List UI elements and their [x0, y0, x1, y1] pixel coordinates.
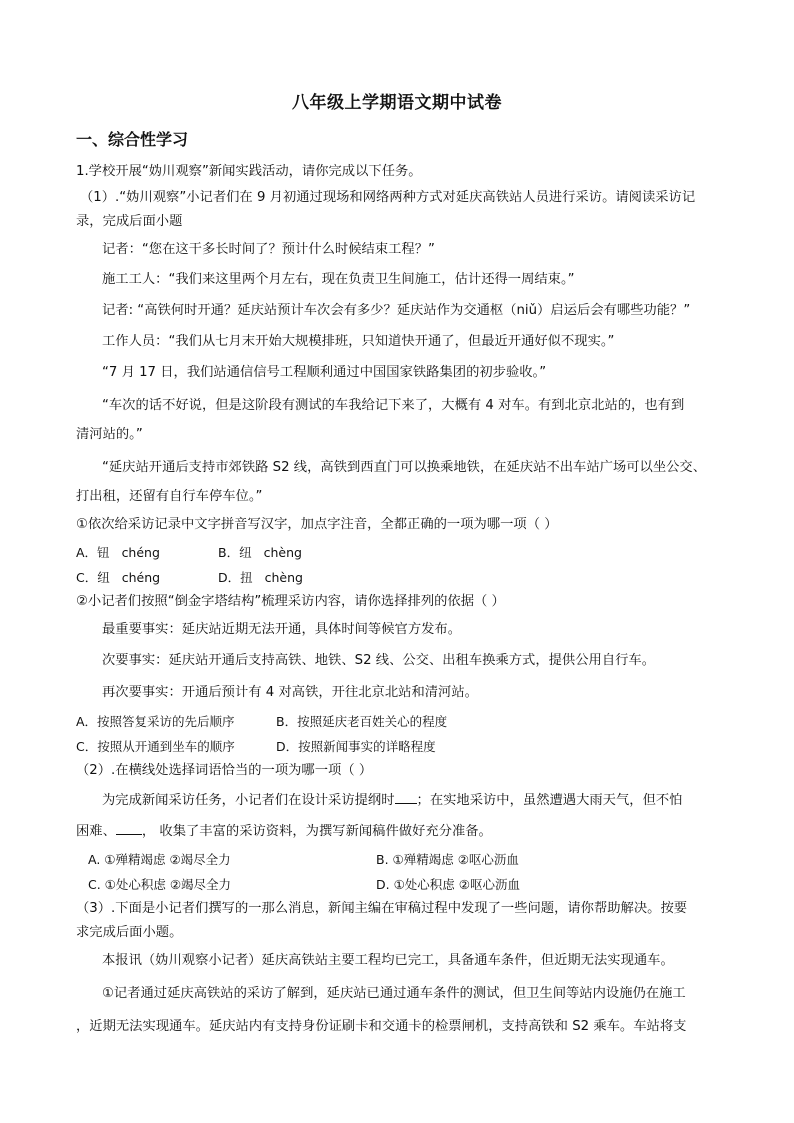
option-b[interactable]: B．纽 chèng: [218, 545, 302, 560]
answer-blank-1[interactable]: [395, 791, 417, 804]
option-a[interactable]: A．按照答复采访的先后顺序: [76, 714, 235, 729]
fact-line: 再次要事实：开通后预计有 4 对高铁，开往北京北站和清河站。: [102, 685, 478, 700]
question-b: ②小记者们按照“倒金字塔结构”梳理采访内容，请你选择排列的依据（ ）: [76, 594, 505, 609]
interview-line: 打出租，还留有自行车停车位。”: [76, 489, 263, 504]
question-2-sentence-line2: 困难、 ， 收集了丰富的采访资料，为撰写新闻稿件做好充分准备。: [76, 824, 492, 839]
news-paragraph: 本报讯（妫川观察小记者）延庆高铁站主要工程均已完工，具备通车条件，但近期无法实现通车。: [102, 953, 674, 968]
interview-line: 记者：“您在这干多长时间了？预计什么时候结束工程？”: [102, 242, 435, 257]
option-d[interactable]: D．扭 chèng: [218, 570, 303, 585]
interview-line: 清河站的。”: [76, 427, 143, 442]
question-3-line2: 求完成后面小题。: [76, 925, 183, 940]
interview-line: 施工工人：“我们来这里两个月左右，现在负责卫生间施工，估计还得一周结束。”: [102, 272, 575, 287]
option-c[interactable]: C．按照从开通到坐车的顺序: [76, 739, 235, 754]
fact-line: 次要事实：延庆站开通后支持高铁、地铁、S2 线、公交、出租车换乘方式，提供公用自行车。: [102, 653, 656, 668]
option-b[interactable]: B. ①殚精竭虑 ②呕心沥血: [376, 852, 519, 867]
news-paragraph: ，近期无法实现通车。延庆站内有支持身份证刷卡和交通卡的检票闸机，支持高铁和 S2 乘车。车站将支: [76, 1019, 687, 1034]
news-paragraph: ①记者通过延庆高铁站的采访了解到，延庆站已通过通车条件的测试，但卫生间等站内设施仍在施工: [102, 986, 686, 1001]
page-title: 八年级上学期语文期中试卷: [292, 93, 502, 113]
section-heading: 一、综合性学习: [76, 130, 189, 149]
interview-line: 记者: “高铁何时开通？延庆站预计车次会有多少？延庆站作为交通枢（niǔ）启运后会有哪些功能？”: [102, 303, 691, 318]
question-a: ①依次给采访记录中文字拼音写汉字，加点字注音，全都正确的一项为哪一项（ ）: [76, 517, 558, 532]
interview-line: “延庆站开通后支持市郊铁路 S2 线，高铁到西直门可以换乘地铁，在延庆站不出车站广场可以坐公交、: [102, 460, 707, 475]
option-d[interactable]: D. ①处心积虑 ②呕心沥血: [376, 877, 520, 892]
question-3-line1: （3）.下面是小记者们撰写的一那么消息，新闻主编在审稿过程中发现了一些问题，请你帮助解决。按要: [76, 901, 688, 916]
interview-line: “7 月 17 日，我们站通信信号工程顺利通过中国国家铁路集团的初步验收。”: [102, 365, 547, 380]
option-a[interactable]: A．钮 chéng: [76, 545, 160, 560]
question-2: （2）.在横线处选择词语恰当的一项为哪一项（ ）: [76, 763, 373, 778]
interview-line: 工作人员：“我们从七月末开始大规模排班，只知道快开通了，但最近开通好似不现实。”: [102, 334, 615, 349]
fact-line: 最重要事实：延庆站近期无法开通，具体时间等候官方发布。: [102, 622, 462, 637]
question-1-1-line1: （1）.“妫川观察”小记者们在 9 月初通过现场和网络两种方式对延庆高铁站人员进行采访。请阅读采访记: [80, 190, 696, 205]
question-1-intro: 1.学校开展“妫川观察”新闻实践活动，请你完成以下任务。: [76, 164, 422, 179]
option-c[interactable]: C. ①处心积虑 ②竭尽全力: [88, 877, 232, 892]
answer-blank-2[interactable]: [116, 822, 142, 835]
question-2-sentence-line1: 为完成新闻采访任务，小记者们在设计采访提纲时 ；在实地采访中，虽然遭遇大雨天气，但不怕: [102, 793, 683, 808]
interview-line: “车次的话不好说，但是这阶段有测试的车我给记下来了，大概有 4 对车。有到北京北站的，也有到: [102, 398, 685, 413]
option-c[interactable]: C．纽 chéng: [76, 570, 161, 585]
option-b[interactable]: B．按照延庆老百姓关心的程度: [276, 714, 448, 729]
option-a[interactable]: A. ①殚精竭虑 ②竭尽全力: [88, 852, 231, 867]
question-1-1-line2: 录，完成后面小题: [76, 214, 183, 229]
option-d[interactable]: D．按照新闻事实的详略程度: [276, 739, 436, 754]
